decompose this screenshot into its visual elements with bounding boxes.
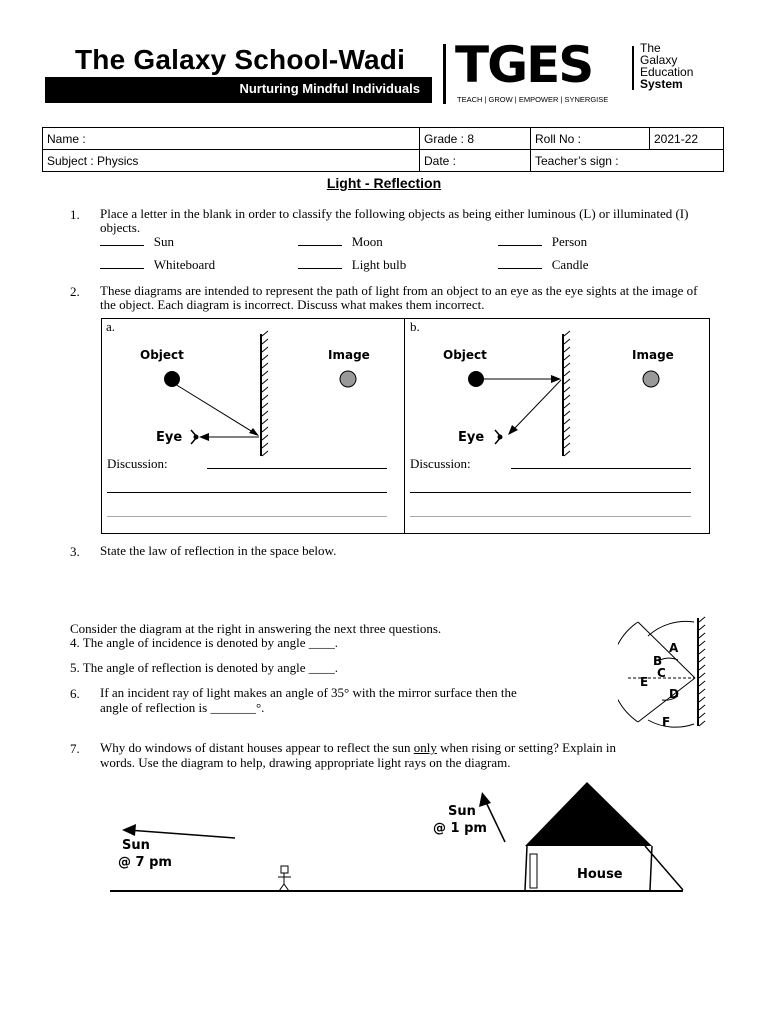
- worksheet-title: Light - Reflection: [326, 175, 442, 191]
- roll-cell[interactable]: Roll No :: [531, 128, 650, 150]
- panel-b-image-label: Image: [632, 348, 674, 362]
- panel-a-discussion-label: Discussion:: [107, 456, 168, 471]
- angle-label-a: A: [669, 641, 679, 655]
- panel-b-answer-line-2[interactable]: [410, 492, 691, 493]
- arrowhead-icon: [122, 824, 136, 836]
- q1-blank[interactable]: [298, 268, 342, 269]
- name-cell[interactable]: Name :: [43, 128, 420, 150]
- q7-emphasis: only: [413, 740, 437, 755]
- q1-item-lightbulb: Light bulb: [298, 258, 406, 272]
- arc: [648, 621, 694, 636]
- panel-a-eye-label: Eye: [156, 430, 183, 445]
- logo-subtitle: TEACH | GROW | EMPOWER | SYNERGISE: [457, 95, 609, 104]
- sun-1pm-label: Sun: [448, 804, 476, 819]
- angle-label-e: E: [640, 675, 649, 689]
- sun-house-diagram: [100, 778, 700, 903]
- q7-line-1: Why do windows of distant houses appear to reflect the sun only when rising or setting? Explain in: [100, 740, 616, 755]
- arrowhead-icon: [479, 792, 491, 807]
- panel-b-object-dot: [468, 371, 484, 387]
- panel-a-object-dot: [164, 371, 180, 387]
- subject-cell: Subject : Physics: [43, 150, 420, 172]
- grade-cell: Grade : 8: [420, 128, 531, 150]
- sun-7pm-label: Sun: [122, 838, 150, 853]
- q1-item-person: Person: [498, 235, 587, 249]
- sun-1pm-ray: [485, 800, 505, 842]
- q1-item-sun: Sun: [100, 235, 174, 249]
- incident-ray: [638, 622, 695, 678]
- panel-a-answer-line-2[interactable]: [107, 492, 387, 493]
- eye-icon: [191, 430, 199, 444]
- house-window: [530, 854, 537, 888]
- panel-a-answer-line-3[interactable]: [107, 516, 387, 517]
- teacher-sign-cell[interactable]: Teacher’s sign :: [531, 150, 724, 172]
- panel-a-answer-line-1[interactable]: [207, 468, 387, 469]
- panel-a-image-label: Image: [328, 348, 370, 362]
- angle-diagram: [618, 616, 718, 728]
- eye-icon: [495, 430, 503, 444]
- logo-side-1: The: [640, 41, 661, 55]
- q4-text: 4. The angle of incidence is denoted by angle ____.: [70, 635, 338, 650]
- panel-a-incident-ray: [175, 384, 256, 434]
- q1-blank[interactable]: [100, 268, 144, 269]
- date-cell[interactable]: Date :: [420, 150, 531, 172]
- panel-a-image-dot: [340, 371, 356, 387]
- sun-7pm-ray: [128, 830, 235, 838]
- arrowhead-icon: [249, 428, 259, 436]
- q1-item-whiteboard: Whiteboard: [100, 258, 215, 272]
- panel-a-label: a.: [106, 319, 116, 334]
- person-icon: [278, 866, 291, 891]
- panel-a-ray-diagram: [101, 318, 404, 532]
- house-roof: [525, 782, 652, 846]
- panel-b-image-dot: [643, 371, 659, 387]
- panel-b-mirror: [563, 331, 570, 456]
- q1-item-moon: Moon: [298, 235, 383, 249]
- school-name: The Galaxy School-Wadi: [75, 44, 406, 75]
- logo-side-3: Education: [640, 65, 694, 79]
- panel-b-ray-diagram: [405, 318, 708, 532]
- logo-mark: TGES: [455, 36, 593, 94]
- logo-separator: [632, 46, 634, 90]
- arc: [618, 622, 638, 722]
- angle-label-f: F: [662, 715, 671, 728]
- q1-text: Place a letter in the blank in order to classify the following objects as being either luminous (L) or illuminated (I) objects.: [100, 206, 689, 235]
- sun-1pm-time: @ 1 pm: [433, 821, 487, 836]
- q1-blank[interactable]: [498, 268, 542, 269]
- house-label: House: [577, 867, 623, 882]
- q2-number: 2.: [70, 284, 80, 299]
- panel-b-object-label: Object: [443, 348, 487, 362]
- sun-7pm-time: @ 7 pm: [118, 855, 172, 870]
- q1-item-candle: Candle: [498, 258, 589, 272]
- angle-label-c: C: [657, 666, 666, 680]
- panel-b-answer-line-3[interactable]: [410, 516, 691, 517]
- tges-logo: [455, 36, 725, 110]
- q1-blank[interactable]: [298, 245, 342, 246]
- panel-a-object-label: Object: [140, 348, 184, 362]
- q6-line-1: If an incident ray of light makes an angle of 35° with the mirror surface then the: [100, 685, 517, 700]
- panel-b-label: b.: [410, 319, 420, 334]
- panel-b-discussion-label: Discussion:: [410, 456, 471, 471]
- panel-b-answer-line-1[interactable]: [511, 468, 691, 469]
- arc: [648, 720, 694, 727]
- q1-number: 1.: [70, 207, 80, 222]
- angle-diagram-mirror: [698, 617, 705, 726]
- panel-a-mirror: [261, 331, 268, 456]
- q3-number: 3.: [70, 544, 80, 559]
- consider-intro: Consider the diagram at the right in answering the next three questions.: [70, 621, 442, 636]
- q6-number: 6.: [70, 686, 80, 701]
- q7-number: 7.: [70, 741, 80, 756]
- q7-line-2: words. Use the diagram to help, drawing appropriate light rays on the diagram.: [100, 755, 511, 770]
- q2-text: These diagrams are intended to represent the path of light from an object to an eye as the eye sights at the image of the object. Each diagram is incorrect. Discuss what makes them incorrect.: [100, 283, 698, 312]
- panel-b-reflected-ray: [513, 380, 561, 430]
- logo-side-4: System: [640, 77, 683, 91]
- logo-side-2: Galaxy: [640, 53, 678, 67]
- q3-text: State the law of reflection in the space below.: [100, 543, 337, 558]
- header-divider: [443, 44, 446, 104]
- tagline-bar: [45, 77, 432, 103]
- year-cell: 2021-22: [650, 128, 724, 150]
- arrowhead-icon: [199, 433, 209, 441]
- angle-label-d: D: [669, 687, 679, 701]
- q5-text: 5. The angle of reflection is denoted by angle ____.: [70, 660, 338, 675]
- q1-blank[interactable]: [498, 245, 542, 246]
- q1-blank[interactable]: [100, 245, 144, 246]
- tagline: Nurturing Mindful Individuals: [239, 81, 420, 96]
- angle-label-b: B: [653, 654, 663, 668]
- panel-b-eye-label: Eye: [458, 430, 485, 445]
- q6-line-2: angle of reflection is _______°.: [100, 700, 265, 715]
- student-info-table: [42, 127, 724, 172]
